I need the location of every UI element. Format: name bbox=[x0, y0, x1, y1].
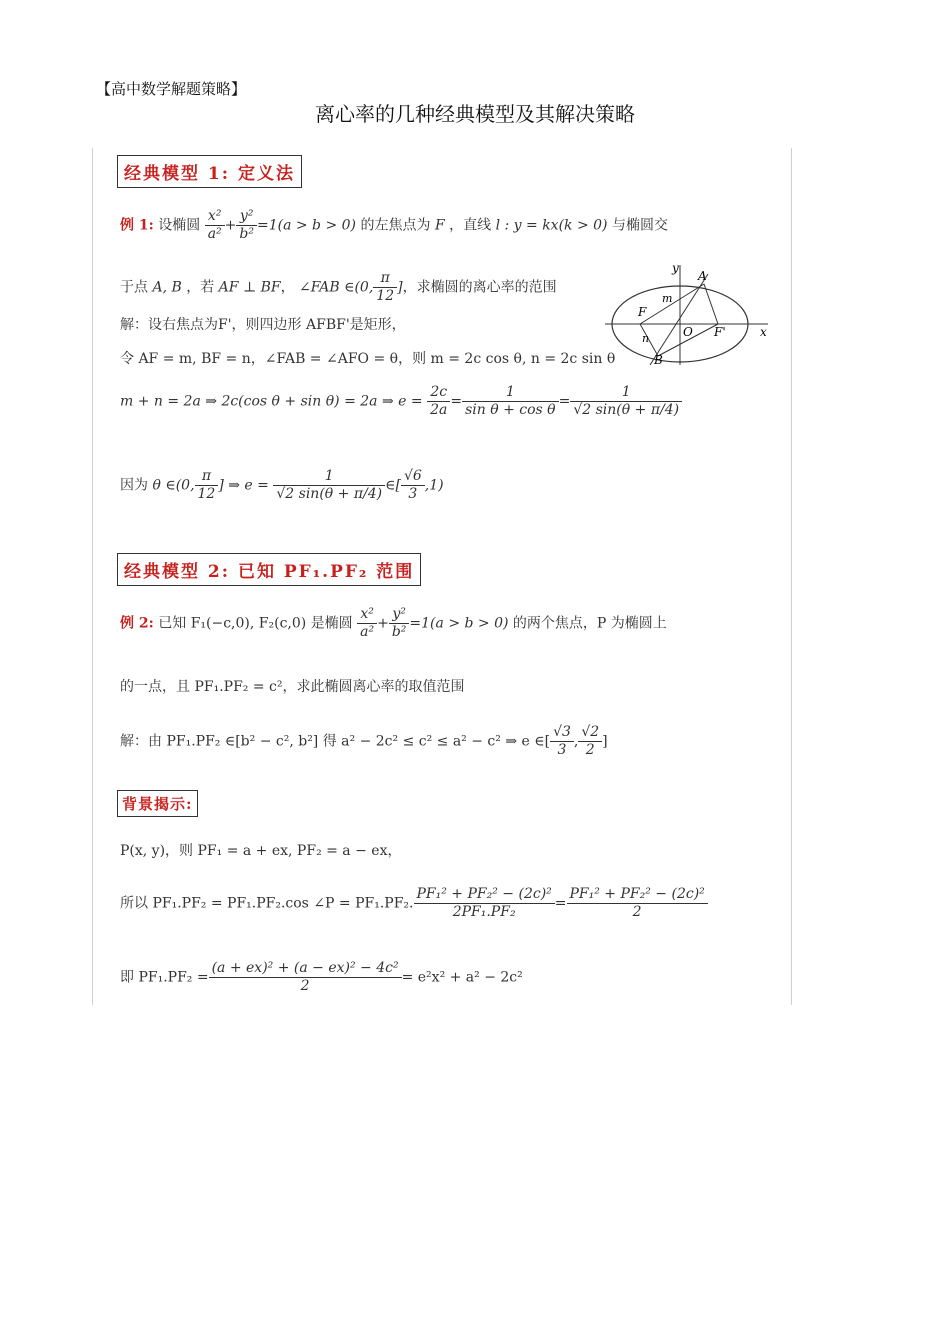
bg-line1: P(x, y)，则 PF₁ = a + ex, PF₂ = a − ex， bbox=[120, 843, 402, 859]
sol1-line4: 因为 θ ∈(0, $\frac{\pi}{12}$ ] ⇒ e = $\frac{1}{√2 \sin(\theta + \pi/4)}$ ∈[ $\frac{√6}{3}$ ,1) bbox=[120, 468, 444, 502]
ellipse-diagram bbox=[600, 260, 775, 370]
label-f: F bbox=[638, 305, 647, 319]
label-a: A bbox=[698, 269, 707, 283]
bg-line3 bbox=[120, 960, 523, 995]
frac-y2-b2: $\frac{\text{y²}}{\text{b²}}$ bbox=[236, 208, 257, 243]
background-heading: 背景揭示: bbox=[117, 790, 198, 817]
ex1-text4: 与椭圆交 bbox=[611, 217, 668, 234]
bg-line3-right: = e²x² + a² − 2c² bbox=[401, 969, 523, 986]
ex1-text1: 设椭圆 bbox=[158, 217, 201, 234]
label-m: m bbox=[662, 292, 673, 305]
frac-x2-a2: $\frac{\text{x²}}{\text{a²}}$ bbox=[205, 208, 225, 243]
frac-sqrt2-2: $\frac{√2}{2}$ bbox=[578, 724, 602, 759]
ex1-text2: 的左焦点为 bbox=[360, 217, 431, 234]
frac-sqrt6-3: $\frac{√6}{3}$ bbox=[401, 468, 425, 503]
frac-y2-b2-b: $\frac{\text{y²}}{\text{b²}}$ bbox=[389, 606, 410, 641]
label-o: O bbox=[683, 325, 693, 339]
frac-pi-12: $\frac{\pi}{12}$ bbox=[373, 270, 397, 305]
sol2-line: 解：由 PF₁.PF₂ ∈[b² − c², b²] 得 a² − 2c² ≤ c² ≤ a² − c² ⇒ e ∈[ $\frac{√3}{3}$ , $\frac{√2}{2}$ ] bbox=[120, 724, 608, 758]
ex2-line1: 例 2: 已知 F₁(−c,0), F₂(c,0) 是椭圆 $\frac{\text{x²}}{\text{a²}}$ + $\frac{\text{y²}}{\text{b²}}$ =1(a > b > 0) 的两个焦点，P 为椭圆上 bbox=[120, 606, 667, 640]
bg-line2-left: 所以 PF₁.PF₂ = PF₁.PF₂.cos ∠P = PF₁.PF₂. bbox=[120, 895, 414, 912]
model2-heading: 经典模型 2: 已知 PF₁.PF₂ 范围 bbox=[117, 553, 421, 586]
bg-line3-left: 即 PF₁.PF₂ = bbox=[120, 969, 209, 986]
frac-x2-a2-b: $\frac{\text{x²}}{\text{a²}}$ bbox=[357, 606, 377, 641]
ex1-line2a: 于点 bbox=[120, 279, 148, 296]
sol2-text: 解：由 PF₁.PF₂ ∈[b² − c², b²] 得 a² − 2c² ≤ c² ≤ a² − c² ⇒ e ∈[ bbox=[120, 733, 551, 750]
ex1-line2b: ，若 bbox=[186, 279, 215, 296]
ex2-line2: 的一点，且 PF₁.PF₂ = c²，求此椭圆离心率的取值范围 bbox=[120, 679, 465, 695]
ex1-text3: ，直线 bbox=[449, 217, 492, 234]
bg-line2: 所以 PF₁.PF₂ = PF₁.PF₂.cos ∠P = PF₁.PF₂. $\frac{\text{PF₁² + PF₂² − (2c)²}}{\text{2PF₁.PF₂}}$ = $\frac{\text{PF₁² + PF₂² − (2c)²}}{2}$ bbox=[120, 886, 708, 921]
sol1-line3-left: m + n = 2a ⇒ 2c(cos θ + sin θ) = 2a ⇒ e = bbox=[120, 393, 423, 410]
frac-sqrt3-3: $\frac{√3}{3}$ bbox=[550, 724, 574, 759]
sol1-line3: m + n = 2a ⇒ 2c(cos θ + sin θ) = 2a ⇒ e = $\frac{2c}{2a}$ = $\frac{1}{\text{sin θ + cos θ}}$ = $\frac{1}{√2 \sin(\theta + \pi/4)}$ bbox=[120, 384, 682, 419]
label-n: n bbox=[642, 332, 650, 345]
sol1-line2: 令 AF = m, BF = n，∠FAB = ∠AFO = θ，则 m = 2c cos θ, n = 2c sin θ bbox=[120, 351, 616, 367]
frac-2c-2a: $\frac{2c}{2a}$ bbox=[427, 384, 450, 419]
label-x: x bbox=[760, 325, 767, 339]
ex1-label: 例 1: bbox=[120, 217, 154, 234]
ex1-line2c: ， bbox=[280, 279, 295, 296]
label-y: y bbox=[672, 261, 679, 275]
frac-final: $\frac{\text{(a + ex)² + (a − ex)² − 4c²}}{2}$ bbox=[209, 960, 402, 995]
frac-cosine-law: $\frac{\text{PF₁² + PF₂² − (2c)²}}{\text{2PF₁.PF₂}}$ bbox=[414, 886, 555, 921]
frac-pi-12-b: $\frac{\pi}{12}$ bbox=[195, 468, 219, 503]
ex1-line2: 于点 A, B ，若 AF ⊥ BF， ∠FAB ∈(0, $\frac{\pi}{12}$ ]，求椭圆的离心率的范围 bbox=[120, 270, 557, 304]
model1-heading: 经典模型 1: 定义法 bbox=[117, 155, 302, 188]
section-tag: 【高中数学解题策略】 bbox=[96, 80, 247, 98]
sol1-line4-left: 因为 bbox=[120, 477, 148, 494]
frac-cosine-law-b: $\frac{\text{PF₁² + PF₂² − (2c)²}}{2}$ bbox=[567, 886, 708, 921]
sol1-line1: 解：设右焦点为F'，则四边形 AFBF'是矩形， bbox=[120, 317, 406, 333]
page-title: 离心率的几种经典模型及其解决策略 bbox=[315, 102, 635, 126]
ex1-line2d: ，求椭圆的离心率的范围 bbox=[402, 279, 557, 296]
ex2-text1: 已知 F₁(−c,0), F₂(c,0) 是椭圆 bbox=[158, 615, 353, 632]
ex2-text2: 的两个焦点，P 为椭圆上 bbox=[512, 615, 667, 632]
frac-1-sincos: $\frac{1}{\text{sin θ + cos θ}}$ bbox=[462, 384, 559, 419]
label-b: B bbox=[654, 353, 663, 367]
frac-1-sqrt2sin-b: $\frac{1}{√2 \sin(\theta + \pi/4)}$ bbox=[273, 468, 385, 503]
ex1-line1: 例 1: 设椭圆 $\frac{\text{x²}}{\text{a²}}$ + $\frac{\text{y²}}{\text{b²}}$ =1(a > b > 0) 的左焦点为 F ，直线 l : y = kx(k > 0) 与椭圆交 bbox=[120, 208, 668, 242]
frac-1-sqrt2sin: $\frac{1}{√2 \sin(\theta + \pi/4)}$ bbox=[570, 384, 682, 419]
ex2-label: 例 2: bbox=[120, 615, 154, 632]
label-f2: F' bbox=[714, 325, 726, 339]
